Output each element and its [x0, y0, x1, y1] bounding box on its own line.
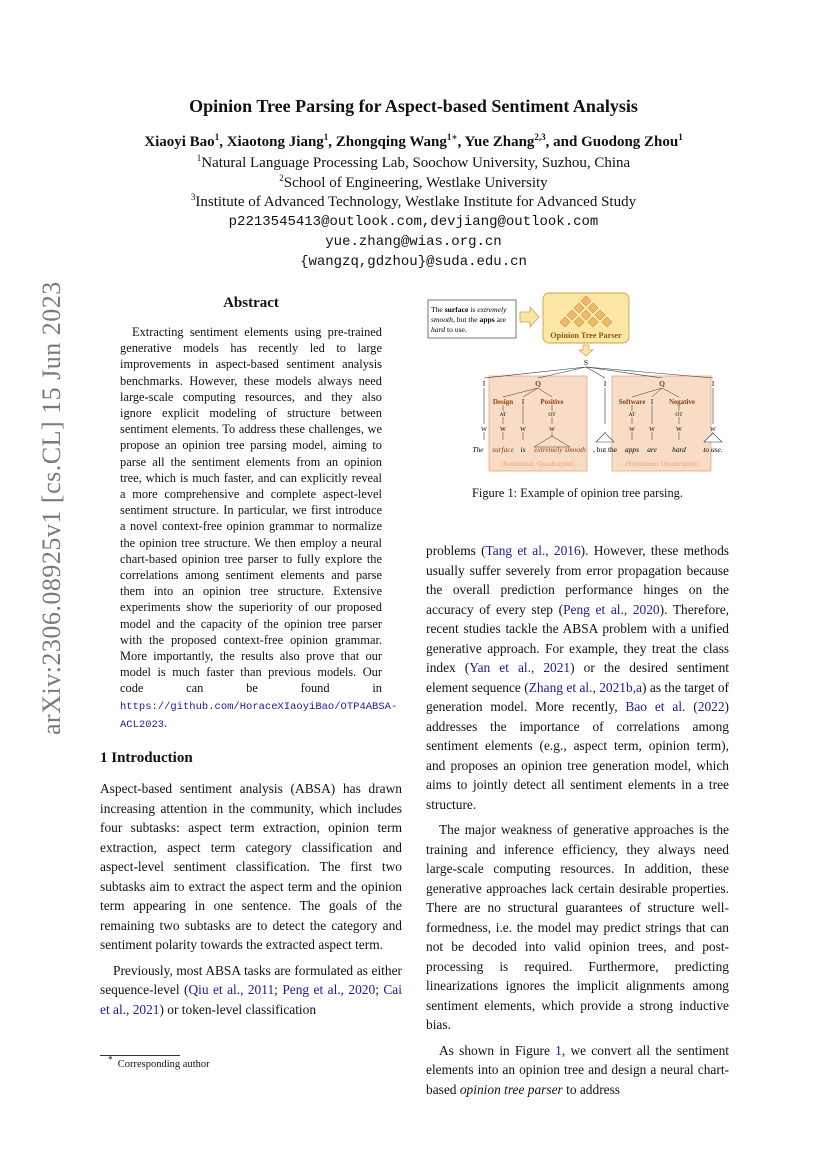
paragraph: The major weakness of generative approaches is the training and inference efficiency, they always need large-scale computing resources. In addition, these generative approaches lack certain desirable properties. There are no structural guarantees of structure well-formedness, i.e. the model may predict strings that can not be decoded into valid opinion trees, and post-processing is required. Furthermore, predicting linearizations ignores the implicit alignments among sentiment elements, which provide a strong inductive bias. [426, 822, 729, 1032]
tree-node-i: I [711, 380, 715, 388]
quadruplet-box-1 [489, 376, 587, 471]
figure-caption: Figure 1: Example of opinion tree parsing. [472, 486, 683, 500]
citation-link[interactable]: Yan et al., 2021 [469, 660, 571, 675]
tree-node-i: I [603, 380, 607, 388]
tree-node-w: W [710, 427, 716, 433]
arxiv-identifier: arXiv:2306.08925v1 [cs.CL] 15 Jun 2023 [37, 281, 66, 735]
author-name: Xiaotong Jiang [226, 134, 324, 150]
author-name: Guodong Zhou [581, 134, 679, 150]
paragraph: Aspect-based sentiment analysis (ABSA) has drawn increasing attention in the community, which includes four subtasks: aspect term extraction, opinion term extraction, aspect term category classification and aspect-level sentiment classification. The first two subtasks aim to extract the aspect term and the opinion term appearing in one sentence. The goals of the remaining two subtasks are to detect the category and sentiment polarity towards the extracted aspect term. [100, 781, 402, 952]
abstract-body: Extracting sentiment elements using pre-trained generative models has recently led to large improvements in aspect-based sentiment analysis benchmarks. However, these models always need large-scale computing resources, and they also ignore explicit modeling of structure between sentiment elements. To address these challenges, we propose an opinion tree parsing model, aiming to parse all the sentiment elements from an opinion tree, which is much faster, and can explicitly reveal a more comprehensive and complete aspect-level sentiment structure. In particular, we first introduce a novel context-free opinion grammar to normalize the opinion tree structure. We then employ a neural chart-based opinion tree parser to fully explore the correlations among sentiment elements and parse them into an opinion tree structure. Extensive experiments show the superiority of our proposed model and the capacity of the opinion tree parser with the proposed context-free opinion grammar. More importantly, the results also prove that our model is much faster than previous models. Our code can be found in https://github.com/HoraceXIaoyiBao/OTP4ABSA-ACL2023. [120, 325, 398, 731]
author-name: Zhongqing Wang [335, 134, 447, 150]
tree-leaf-word: apps [625, 445, 639, 454]
email-line-3: {wangzq,gdzhou}@suda.edu.cn [300, 254, 527, 270]
subtree-triangle [596, 433, 614, 442]
category-label: Design [492, 398, 514, 406]
citation-link[interactable]: Bao et al. [625, 699, 686, 714]
intro-left-column [100, 779, 402, 1019]
category-label: Software [618, 398, 646, 406]
paragraph: As shown in Figure 1, we convert all the sentiment elements into an opinion tree and design a neural chart-based opinion tree parser to address [426, 1042, 729, 1097]
tree-node-ot: OT [675, 412, 683, 418]
section-heading-introduction: 1 Introduction [100, 750, 193, 766]
citation-link[interactable]: Qiu et al., 2011 [188, 982, 275, 997]
paragraph: Previously, most ABSA tasks are formulated as either sequence-level (Qiu et al., 2011; Peng et al., 2020; Cai et al., 2021) or token-level classification [100, 962, 402, 1017]
tree-node-q: Q [535, 379, 541, 388]
footnote: * Corresponding author [108, 1054, 210, 1070]
affiliation-3: $^3$Institute of Advanced Technology, Westlake Institute for Advanced Study [190, 192, 637, 210]
sentiment-label: Positive [540, 398, 564, 406]
affiliation-1: $^1$Natural Language Processing Lab, Soochow University, Suzhou, China [196, 153, 631, 171]
figure-reference-link[interactable]: 1 [555, 1042, 562, 1058]
citation-link[interactable]: Zhang et al., 2021b,a [528, 679, 642, 695]
tree-node-w: W [676, 427, 682, 433]
tree-leaf-word: to use. [703, 445, 723, 454]
tree-node-i: I [650, 398, 654, 406]
tree-node-w: W [649, 427, 655, 433]
tree-leaf-word: surface [492, 445, 514, 454]
tree-leaf-word: hard [672, 445, 686, 454]
quadruplet-label: (Sentiment Quadruplet) [625, 460, 699, 468]
affiliation-2: $^2$School of Engineering, Westlake University [279, 173, 548, 191]
citation-link[interactable]: Peng et al., 2020 [563, 601, 660, 617]
paper-title: Opinion Tree Parsing for Aspect-based Sentiment Analysis [189, 96, 638, 116]
tree-node-w: W [481, 427, 487, 433]
tree-node-w: W [549, 427, 555, 433]
intro-right-column [426, 541, 729, 1099]
citation-link[interactable]: 2022 [697, 699, 725, 714]
author-name: Yue Zhang [464, 134, 535, 150]
author-list: Xiaoyi Bao$^1$, Xiaotong Jiang$^1$, Zhongqing Wang$^{1∗}$, Yue Zhang$^{2,3}$, and Guodong Zhou$^1$ [144, 132, 683, 150]
input-sentence-line2: smooth, but the apps are [431, 315, 506, 324]
input-sentence-line3: hard to use. [431, 325, 467, 334]
tree-node-q: Q [659, 379, 665, 388]
tree-node-ot: OT [548, 412, 556, 418]
tree-leaf-word: extremely smooth [534, 445, 586, 454]
tree-leaf-word: The [472, 445, 484, 454]
parser-label: Opinion Tree Parser [550, 331, 622, 340]
arrow-down-icon [579, 345, 593, 356]
tree-node-w: W [629, 427, 635, 433]
code-link[interactable]: https://github.com/HoraceXIaoyiBao/OTP4ABSA-ACL2023 [120, 700, 398, 731]
citation-link[interactable]: Cai et al., 2021 [100, 982, 402, 1017]
tree-node-w: W [500, 427, 506, 433]
tree-node-i: I [482, 380, 486, 388]
input-sentence-line1: The surface is extremely [431, 305, 507, 314]
tree-node-at: AT [499, 412, 507, 418]
tree-node-w: W [520, 427, 526, 433]
email-line-1: p2213545413@outlook.com,devjiang@outlook.com [228, 214, 599, 230]
author-name: Xiaoyi Bao [144, 134, 215, 150]
quadruplet-box-2 [612, 376, 711, 471]
sentiment-label: Negative [668, 398, 696, 406]
arrow-right-icon [520, 307, 539, 327]
citation-link[interactable]: Tang et al., 2016 [485, 543, 581, 558]
tree-leaf-word: are [647, 445, 657, 454]
opinion-tree-figure [426, 290, 729, 480]
quadruplet-label: (Sentiment Quadruplet) [501, 460, 575, 468]
tree-leaf-word: is [520, 445, 526, 454]
email-line-2: yue.zhang@wias.org.cn [325, 234, 502, 250]
abstract-heading: Abstract [223, 295, 279, 311]
tree-leaf-word: , but the [592, 445, 618, 454]
root-node: S [583, 358, 589, 367]
paragraph: problems (Tang et al., 2016). However, these methods usually suffer severely from error propagation because the overall prediction performance hinges on the accuracy of every step (Peng et al., 2020). Therefore, recent studies tackle the ABSA problem with a unified generative approach. For example, they treat the class index (Yan et al., 2021) or the desired sentiment element sequence (Zhang et al., 2021b,a) as the target of generation model. More recently, Bao et al. (2022) addresses the importance of correlations among sentiment elements (e.g., aspect term, opinion term), and proposes an opinion tree generation model, which aims to jointly detect all sentiment elements in a tree structure. [426, 543, 730, 812]
tree-node-at: AT [628, 412, 636, 418]
tree-node-i: I [521, 398, 525, 406]
citation-link[interactable]: Peng et al., 2020 [282, 982, 376, 997]
